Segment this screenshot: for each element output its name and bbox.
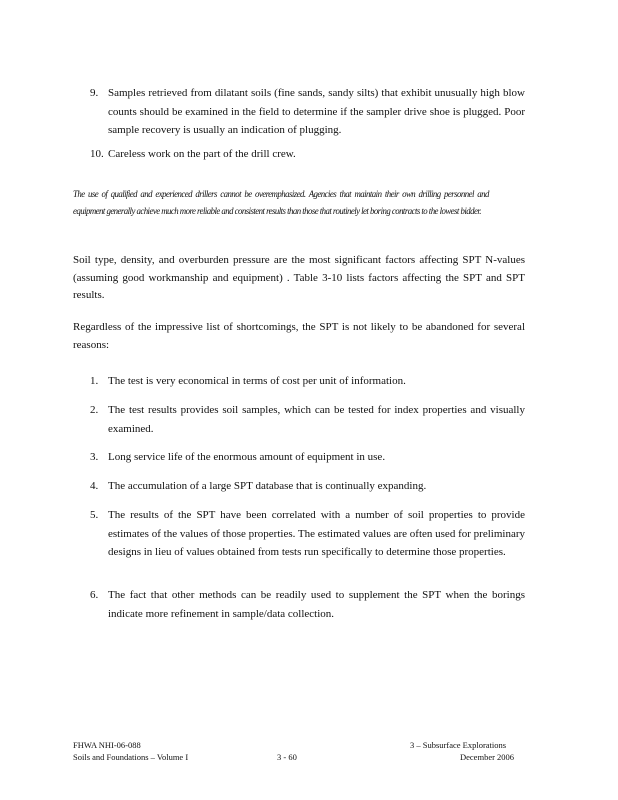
- list-item-3: [90, 448, 525, 468]
- footer-page-number: 3 - 60: [277, 752, 297, 762]
- footer-left-line1: FHWA NHI-06-088: [73, 740, 141, 750]
- list-number: 5.: [90, 509, 99, 521]
- list-number: 4.: [90, 480, 99, 492]
- list-number: 10.: [90, 148, 104, 160]
- list-number: 3.: [90, 451, 99, 463]
- list-text: Careless work on the part of the drill crew.: [108, 148, 296, 160]
- paragraph-reasons-intro: Regardless of the impressive list of shortcomings, the SPT is not likely to be abandoned for several reasons:: [73, 321, 525, 351]
- list-number: 2.: [90, 404, 99, 416]
- list-text: The test is very economical in terms of cost per unit of information.: [108, 375, 406, 387]
- list-item-6: [90, 586, 525, 624]
- emphasis-paragraph: The use of qualified and experienced drillers cannot be overemphasized. Agencies that maintain their own drilling personnel and equipment generally achieve much more reliable and consistent results than those that routinely let boring contracts to the lowest bidder.: [73, 189, 489, 217]
- list-number: 9.: [90, 87, 99, 99]
- list-text: The test results provides soil samples, which can be tested for index properties and visually examined.: [108, 404, 525, 435]
- list-text: The fact that other methods can be readily used to supplement the SPT when the borings indicate more refinement in sample/data collection.: [108, 589, 525, 620]
- list-item-5: [90, 506, 525, 581]
- list-text: Long service life of the enormous amount of equipment in use.: [108, 451, 386, 463]
- list-item-9: [90, 84, 525, 140]
- list-number: 1.: [90, 375, 99, 387]
- paragraph-factors: Soil type, density, and overburden pressure are the most significant factors affecting SPT N-values (assuming good workmanship and equipment) . Table 3-10 lists factors affecting the SPT and SPT results.: [73, 254, 525, 301]
- list-item-10: [90, 145, 525, 165]
- list-text: The results of the SPT have been correlated with a number of soil properties to provide estimates of the values of those properties. The estimated values are often used for preliminary designs in lieu of values obtained from tests run specifically to determine those properties.: [108, 509, 525, 558]
- list-item-2: [90, 401, 525, 439]
- footer-right-line2: December 2006: [460, 752, 515, 762]
- list-text: Samples retrieved from dilatant soils (fine sands, sandy silts) that exhibit unusually high blow counts should be examined in the field to determine if the sampler drive shoe is plugged. Poor sample recovery is usually an indication of plugging.: [108, 87, 525, 136]
- list-text: The accumulation of a large SPT database that is continually expanding.: [108, 480, 427, 492]
- footer-right-line1: 3 – Subsurface Explorations: [410, 740, 507, 750]
- list-item-1: [90, 372, 525, 392]
- list-number: 6.: [90, 589, 99, 601]
- footer-left-line2: Soils and Foundations – Volume I: [73, 752, 189, 762]
- list-item-4: [90, 477, 525, 497]
